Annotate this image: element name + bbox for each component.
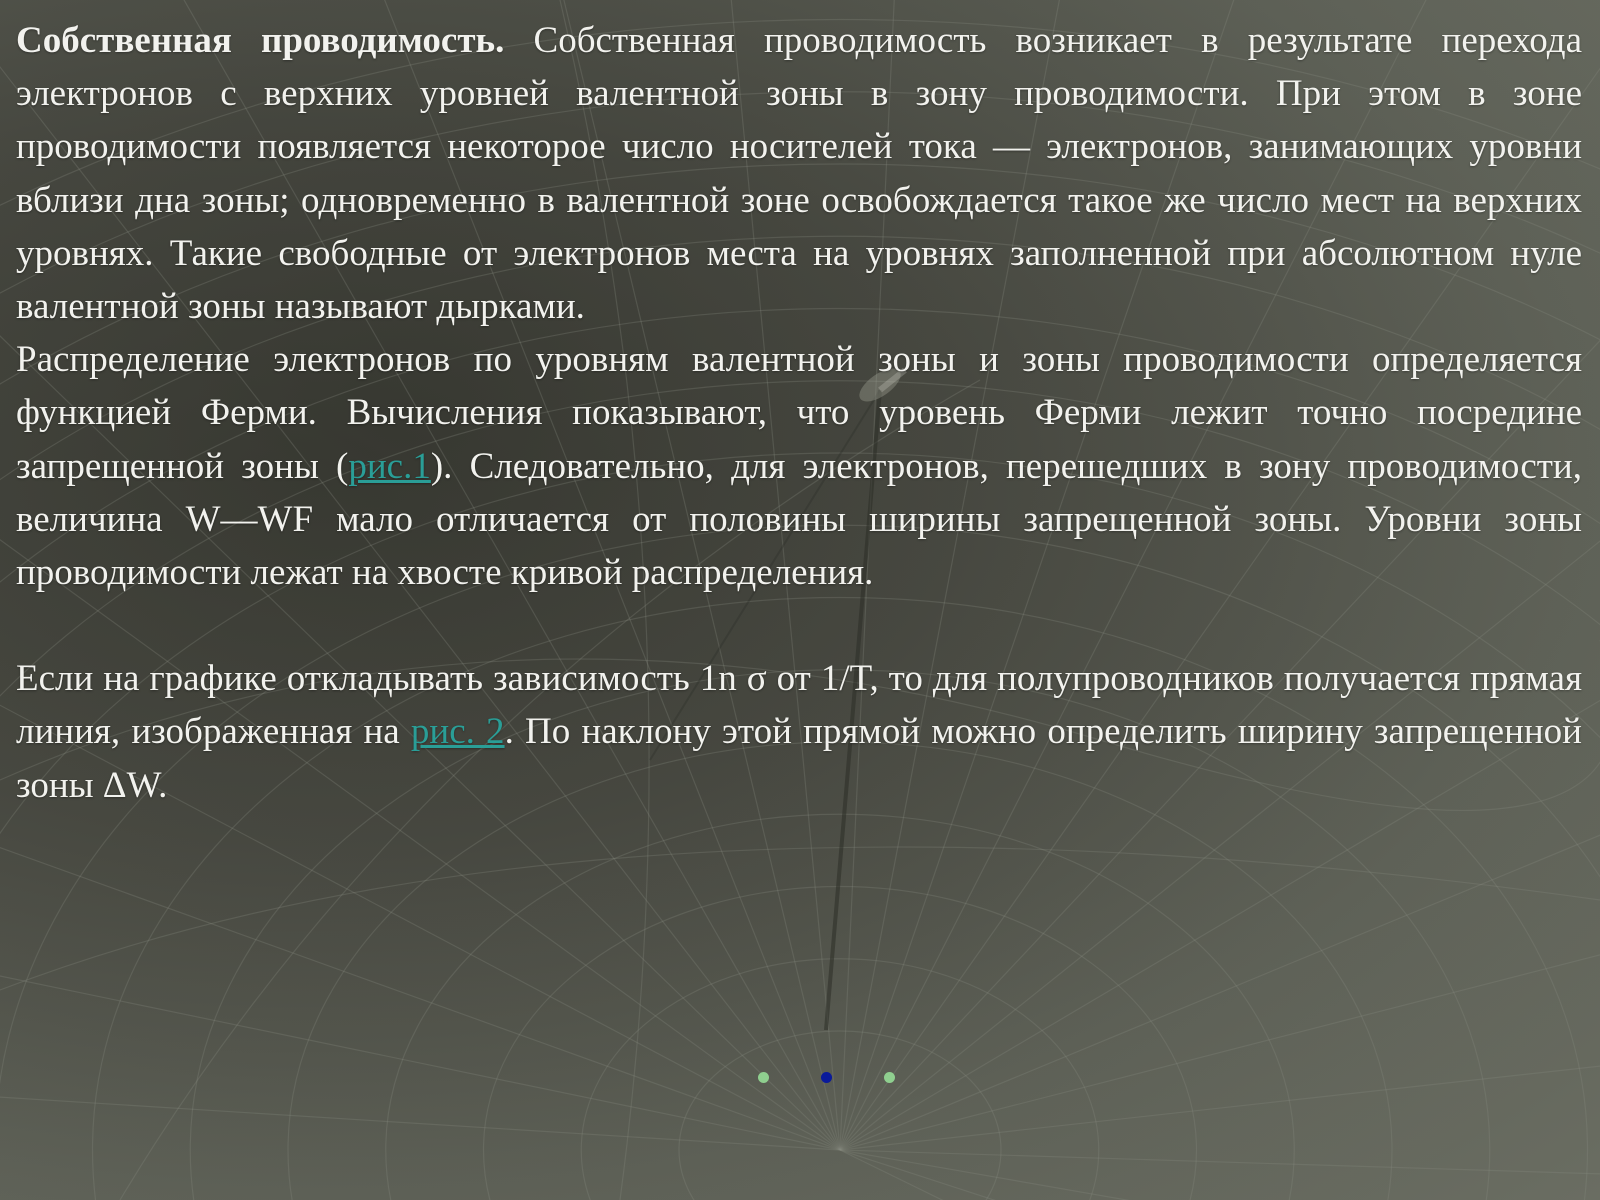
paragraph-text: . По наклону этой прямой можно определить ширину запрещенной зоны ΔW. <box>16 711 1582 806</box>
figure-1-link[interactable]: рис.1 <box>348 445 431 487</box>
paragraph-text: Распределение электронов по уровням валентной зоны и зоны проводимости определяется функцией Ферми. Вычисления показывают, что уровень Ферми лежит точно посредине запрещенной зоны ( <box>16 339 1582 487</box>
nav-dot-current[interactable] <box>821 1072 832 1083</box>
paragraph-text: Если на графике откладывать зависимость 1n σ от 1/T, то для полупроводников получается прямая линия, изображенная на <box>16 658 1582 753</box>
paragraph-lead-heading: Собственная проводимость. <box>16 20 505 61</box>
nav-dot-next[interactable] <box>884 1072 895 1083</box>
paragraph-band-gap-slope <box>16 652 1582 812</box>
paragraph-fermi-distribution <box>16 333 1582 599</box>
figure-2-link[interactable]: рис. 2 <box>410 711 505 753</box>
paragraph-text: ). Следовательно, для электронов, перешедших в зону проводимости, величина W—WF мало отличается от половины ширины запрещенной зоны. Уровни зоны проводимости лежат на хвосте кривой распределения. <box>16 445 1582 594</box>
nav-dot-previous[interactable] <box>758 1072 769 1083</box>
paragraph-intrinsic-conductivity <box>16 14 1582 333</box>
paragraph-text: Собственная проводимость возникает в результате перехода электронов с верхних уровней валентной зоны в зону проводимости. При этом в зоне проводимости появляется некоторое число носителей тока — электронов, занимающих уровни вблизи дна зоны; одновременно в валентной зоне освобождается такое же число мест на верхних уровнях. Такие свободные от электронов места на уровнях заполненной при абсолютном нуле валентной зоны называют дырками. <box>16 20 1582 328</box>
slide-text-body <box>16 14 1582 812</box>
